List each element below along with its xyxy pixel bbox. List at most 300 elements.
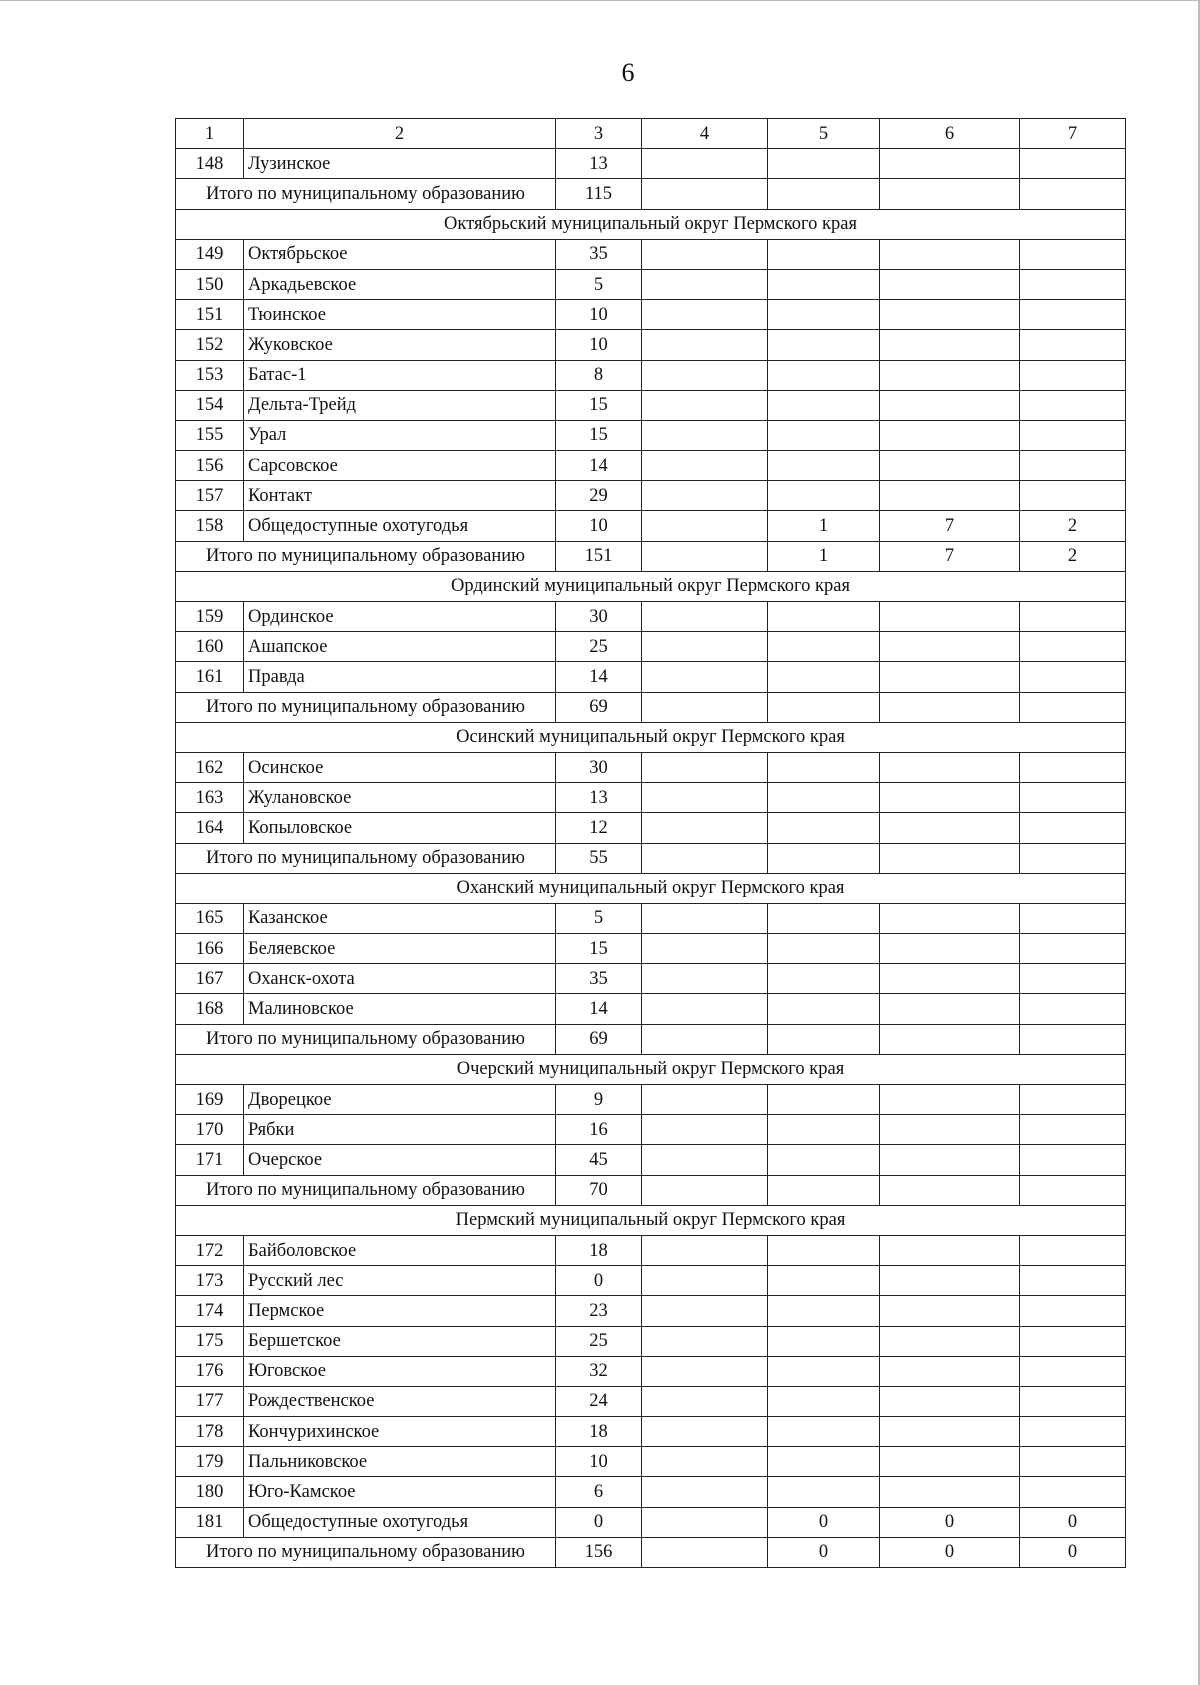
value-cell-col6 xyxy=(880,1235,1020,1265)
page-number: 6 xyxy=(621,58,635,87)
total-value-col6 xyxy=(880,179,1020,209)
total-row xyxy=(176,541,1126,571)
row-number-cell: 178 xyxy=(176,1417,244,1447)
total-label-cell: Итого по муниципальному образованию xyxy=(176,179,556,209)
hunting-ground-name-cell: Пермское xyxy=(244,1296,556,1326)
value-cell-col3: 5 xyxy=(556,903,642,933)
value-cell-col4 xyxy=(642,1266,768,1296)
value-cell-col7: 2 xyxy=(1020,511,1126,541)
district-title-cell: Очерский муниципальный округ Пермского края xyxy=(176,1054,1126,1084)
total-value-col7: 0 xyxy=(1020,1537,1126,1567)
table-row xyxy=(176,149,1126,179)
value-cell-col3: 18 xyxy=(556,1417,642,1447)
value-cell-col6 xyxy=(880,1296,1020,1326)
total-value-col5 xyxy=(768,179,880,209)
value-cell-col7: 0 xyxy=(1020,1507,1126,1537)
total-value-col4 xyxy=(642,1537,768,1567)
value-cell-col5 xyxy=(768,903,880,933)
hunting-ground-name-cell: Батас-1 xyxy=(244,360,556,390)
value-cell-col3: 13 xyxy=(556,149,642,179)
hunting-ground-name-cell: Ординское xyxy=(244,602,556,632)
value-cell-col5 xyxy=(768,451,880,481)
value-cell-col4 xyxy=(642,239,768,269)
value-cell-col5 xyxy=(768,330,880,360)
value-cell-col5 xyxy=(768,390,880,420)
hunting-ground-name-cell: Малиновское xyxy=(244,994,556,1024)
value-cell-col7 xyxy=(1020,481,1126,511)
table-row xyxy=(176,330,1126,360)
row-number-cell: 162 xyxy=(176,752,244,782)
hunting-ground-name-cell: Жуковское xyxy=(244,330,556,360)
total-value-col7 xyxy=(1020,843,1126,873)
value-cell-col4 xyxy=(642,1145,768,1175)
hunting-ground-name-cell: Байболовское xyxy=(244,1235,556,1265)
value-cell-col7 xyxy=(1020,390,1126,420)
value-cell-col6 xyxy=(880,1266,1020,1296)
value-cell-col3: 10 xyxy=(556,1447,642,1477)
table-row xyxy=(176,662,1126,692)
value-cell-col3: 25 xyxy=(556,632,642,662)
value-cell-col6 xyxy=(880,964,1020,994)
section-header-row xyxy=(176,571,1126,601)
table-row xyxy=(176,1145,1126,1175)
value-cell-col7 xyxy=(1020,934,1126,964)
value-cell-col6 xyxy=(880,1417,1020,1447)
total-value-col6: 0 xyxy=(880,1537,1020,1567)
value-cell-col6 xyxy=(880,752,1020,782)
value-cell-col6: 7 xyxy=(880,511,1020,541)
column-header: 3 xyxy=(556,119,642,149)
value-cell-col7 xyxy=(1020,1145,1126,1175)
hunting-ground-name-cell: Тюинское xyxy=(244,300,556,330)
total-value-col7 xyxy=(1020,692,1126,722)
hunting-ground-name-cell: Правда xyxy=(244,662,556,692)
value-cell-col7 xyxy=(1020,1326,1126,1356)
value-cell-col3: 13 xyxy=(556,783,642,813)
total-value-col4 xyxy=(642,179,768,209)
total-label-cell: Итого по муниципальному образованию xyxy=(176,541,556,571)
value-cell-col7 xyxy=(1020,269,1126,299)
value-cell-col7 xyxy=(1020,903,1126,933)
value-cell-col5 xyxy=(768,1115,880,1145)
hunting-ground-name-cell: Казанское xyxy=(244,903,556,933)
value-cell-col6 xyxy=(880,239,1020,269)
value-cell-col5 xyxy=(768,1085,880,1115)
value-cell-col7 xyxy=(1020,149,1126,179)
value-cell-col4 xyxy=(642,1386,768,1416)
table-row xyxy=(176,451,1126,481)
value-cell-col7 xyxy=(1020,662,1126,692)
row-number-cell: 154 xyxy=(176,390,244,420)
hunting-ground-name-cell: Юго-Камское xyxy=(244,1477,556,1507)
table-row xyxy=(176,300,1126,330)
table-row xyxy=(176,1477,1126,1507)
hunting-ground-name-cell: Аркадьевское xyxy=(244,269,556,299)
value-cell-col7 xyxy=(1020,1235,1126,1265)
row-number-cell: 160 xyxy=(176,632,244,662)
value-cell-col4 xyxy=(642,1417,768,1447)
row-number-cell: 181 xyxy=(176,1507,244,1537)
value-cell-col3: 12 xyxy=(556,813,642,843)
district-title-cell: Осинский муниципальный округ Пермского края xyxy=(176,722,1126,752)
row-number-cell: 152 xyxy=(176,330,244,360)
row-number-cell: 153 xyxy=(176,360,244,390)
total-label-cell: Итого по муниципальному образованию xyxy=(176,1175,556,1205)
row-number-cell: 148 xyxy=(176,149,244,179)
table-row xyxy=(176,1356,1126,1386)
row-number-cell: 169 xyxy=(176,1085,244,1115)
value-cell-col6 xyxy=(880,390,1020,420)
value-cell-col3: 24 xyxy=(556,1386,642,1416)
table-row xyxy=(176,390,1126,420)
total-value-col3: 70 xyxy=(556,1175,642,1205)
value-cell-col7 xyxy=(1020,360,1126,390)
total-value-col5 xyxy=(768,1024,880,1054)
table-row xyxy=(176,1296,1126,1326)
row-number-cell: 155 xyxy=(176,420,244,450)
value-cell-col5 xyxy=(768,1417,880,1447)
value-cell-col3: 30 xyxy=(556,752,642,782)
value-cell-col6 xyxy=(880,903,1020,933)
value-cell-col7 xyxy=(1020,1115,1126,1145)
value-cell-col6 xyxy=(880,149,1020,179)
value-cell-col6 xyxy=(880,994,1020,1024)
value-cell-col4 xyxy=(642,269,768,299)
value-cell-col4 xyxy=(642,390,768,420)
total-row xyxy=(176,1175,1126,1205)
value-cell-col6 xyxy=(880,451,1020,481)
column-header: 1 xyxy=(176,119,244,149)
value-cell-col4 xyxy=(642,330,768,360)
value-cell-col3: 8 xyxy=(556,360,642,390)
value-cell-col7 xyxy=(1020,330,1126,360)
hunting-ground-name-cell: Беляевское xyxy=(244,934,556,964)
value-cell-col7 xyxy=(1020,752,1126,782)
row-number-cell: 176 xyxy=(176,1356,244,1386)
row-number-cell: 164 xyxy=(176,813,244,843)
value-cell-col6 xyxy=(880,300,1020,330)
hunting-ground-name-cell: Урал xyxy=(244,420,556,450)
hunting-ground-name-cell: Общедоступные охотугодья xyxy=(244,1507,556,1537)
column-header: 2 xyxy=(244,119,556,149)
row-number-cell: 173 xyxy=(176,1266,244,1296)
value-cell-col4 xyxy=(642,934,768,964)
total-label-cell: Итого по муниципальному образованию xyxy=(176,692,556,722)
total-row xyxy=(176,843,1126,873)
value-cell-col7 xyxy=(1020,1356,1126,1386)
hunting-ground-name-cell: Пальниковское xyxy=(244,1447,556,1477)
table-row xyxy=(176,903,1126,933)
row-number-cell: 167 xyxy=(176,964,244,994)
value-cell-col3: 14 xyxy=(556,994,642,1024)
total-value-col4 xyxy=(642,1175,768,1205)
total-value-col4 xyxy=(642,692,768,722)
value-cell-col6 xyxy=(880,632,1020,662)
value-cell-col7 xyxy=(1020,1477,1126,1507)
value-cell-col3: 35 xyxy=(556,964,642,994)
total-label-cell: Итого по муниципальному образованию xyxy=(176,1537,556,1567)
value-cell-col4 xyxy=(642,1235,768,1265)
hunting-ground-name-cell: Юговское xyxy=(244,1356,556,1386)
value-cell-col4 xyxy=(642,451,768,481)
value-cell-col4 xyxy=(642,752,768,782)
value-cell-col5 xyxy=(768,481,880,511)
total-value-col5 xyxy=(768,843,880,873)
value-cell-col6 xyxy=(880,934,1020,964)
value-cell-col7 xyxy=(1020,813,1126,843)
value-cell-col6 xyxy=(880,420,1020,450)
section-header-row xyxy=(176,722,1126,752)
value-cell-col4 xyxy=(642,420,768,450)
hunting-ground-name-cell: Кончурихинское xyxy=(244,1417,556,1447)
total-value-col3: 156 xyxy=(556,1537,642,1567)
value-cell-col7 xyxy=(1020,1266,1126,1296)
value-cell-col5 xyxy=(768,752,880,782)
value-cell-col3: 6 xyxy=(556,1477,642,1507)
value-cell-col4 xyxy=(642,300,768,330)
table-row xyxy=(176,1266,1126,1296)
value-cell-col3: 0 xyxy=(556,1507,642,1537)
table-body xyxy=(176,119,1126,1568)
value-cell-col6: 0 xyxy=(880,1507,1020,1537)
total-value-col7 xyxy=(1020,1175,1126,1205)
row-number-cell: 157 xyxy=(176,481,244,511)
district-title-cell: Ординский муниципальный округ Пермского края xyxy=(176,571,1126,601)
total-label-cell: Итого по муниципальному образованию xyxy=(176,843,556,873)
column-number-header-row xyxy=(176,119,1126,149)
value-cell-col6 xyxy=(880,1447,1020,1477)
table-row xyxy=(176,1115,1126,1145)
table-row xyxy=(176,752,1126,782)
value-cell-col5 xyxy=(768,662,880,692)
value-cell-col6 xyxy=(880,813,1020,843)
value-cell-col4 xyxy=(642,964,768,994)
table-row xyxy=(176,1326,1126,1356)
total-value-col6: 7 xyxy=(880,541,1020,571)
section-header-row xyxy=(176,209,1126,239)
value-cell-col4 xyxy=(642,1477,768,1507)
district-title-cell: Оханский муниципальный округ Пермского края xyxy=(176,873,1126,903)
table-row xyxy=(176,1447,1126,1477)
hunting-ground-name-cell: Очерское xyxy=(244,1145,556,1175)
table-row xyxy=(176,239,1126,269)
value-cell-col7 xyxy=(1020,1447,1126,1477)
value-cell-col5 xyxy=(768,1356,880,1386)
row-number-cell: 174 xyxy=(176,1296,244,1326)
value-cell-col5 xyxy=(768,813,880,843)
row-number-cell: 158 xyxy=(176,511,244,541)
hunting-ground-name-cell: Октябрьское xyxy=(244,239,556,269)
value-cell-col7 xyxy=(1020,1417,1126,1447)
table-row xyxy=(176,934,1126,964)
value-cell-col5 xyxy=(768,1477,880,1507)
hunting-ground-name-cell: Сарсовское xyxy=(244,451,556,481)
value-cell-col4 xyxy=(642,149,768,179)
value-cell-col4 xyxy=(642,1085,768,1115)
value-cell-col5 xyxy=(768,1447,880,1477)
value-cell-col4 xyxy=(642,783,768,813)
row-number-cell: 180 xyxy=(176,1477,244,1507)
total-value-col3: 115 xyxy=(556,179,642,209)
row-number-cell: 172 xyxy=(176,1235,244,1265)
value-cell-col6 xyxy=(880,662,1020,692)
value-cell-col3: 0 xyxy=(556,1266,642,1296)
value-cell-col5 xyxy=(768,1296,880,1326)
value-cell-col4 xyxy=(642,994,768,1024)
value-cell-col4 xyxy=(642,1447,768,1477)
row-number-cell: 156 xyxy=(176,451,244,481)
column-header: 6 xyxy=(880,119,1020,149)
value-cell-col7 xyxy=(1020,420,1126,450)
value-cell-col6 xyxy=(880,1145,1020,1175)
total-value-col5 xyxy=(768,1175,880,1205)
table-row xyxy=(176,994,1126,1024)
total-row xyxy=(176,179,1126,209)
value-cell-col5 xyxy=(768,1235,880,1265)
total-row xyxy=(176,1024,1126,1054)
hunting-ground-name-cell: Осинское xyxy=(244,752,556,782)
table-row xyxy=(176,269,1126,299)
value-cell-col7 xyxy=(1020,994,1126,1024)
total-label-cell: Итого по муниципальному образованию xyxy=(176,1024,556,1054)
value-cell-col7 xyxy=(1020,964,1126,994)
value-cell-col6 xyxy=(880,269,1020,299)
scan-edge-top xyxy=(0,0,1200,1)
table-row xyxy=(176,964,1126,994)
value-cell-col4 xyxy=(642,1296,768,1326)
value-cell-col5 xyxy=(768,783,880,813)
total-value-col7 xyxy=(1020,179,1126,209)
value-cell-col3: 30 xyxy=(556,602,642,632)
value-cell-col5: 1 xyxy=(768,511,880,541)
value-cell-col7 xyxy=(1020,451,1126,481)
value-cell-col6 xyxy=(880,783,1020,813)
value-cell-col5 xyxy=(768,632,880,662)
hunting-ground-name-cell: Общедоступные охотугодья xyxy=(244,511,556,541)
value-cell-col5 xyxy=(768,1145,880,1175)
row-number-cell: 170 xyxy=(176,1115,244,1145)
value-cell-col3: 10 xyxy=(556,330,642,360)
value-cell-col3: 18 xyxy=(556,1235,642,1265)
total-value-col4 xyxy=(642,541,768,571)
value-cell-col4 xyxy=(642,1326,768,1356)
value-cell-col5 xyxy=(768,1266,880,1296)
value-cell-col7 xyxy=(1020,783,1126,813)
value-cell-col5 xyxy=(768,420,880,450)
hunting-ground-name-cell: Лузинское xyxy=(244,149,556,179)
value-cell-col5 xyxy=(768,934,880,964)
row-number-cell: 177 xyxy=(176,1386,244,1416)
value-cell-col4 xyxy=(642,511,768,541)
total-value-col3: 69 xyxy=(556,692,642,722)
value-cell-col4 xyxy=(642,662,768,692)
total-value-col6 xyxy=(880,1175,1020,1205)
value-cell-col6 xyxy=(880,602,1020,632)
value-cell-col7 xyxy=(1020,1085,1126,1115)
hunting-ground-name-cell: Дельта-Трейд xyxy=(244,390,556,420)
table-row xyxy=(176,632,1126,662)
hunting-ground-name-cell: Рождественское xyxy=(244,1386,556,1416)
table-row xyxy=(176,360,1126,390)
table-row xyxy=(176,511,1126,541)
section-header-row xyxy=(176,1054,1126,1084)
total-value-col3: 151 xyxy=(556,541,642,571)
value-cell-col5 xyxy=(768,602,880,632)
table-row xyxy=(176,783,1126,813)
value-cell-col7 xyxy=(1020,632,1126,662)
value-cell-col3: 9 xyxy=(556,1085,642,1115)
row-number-cell: 179 xyxy=(176,1447,244,1477)
value-cell-col4 xyxy=(642,632,768,662)
value-cell-col5 xyxy=(768,149,880,179)
value-cell-col7 xyxy=(1020,1296,1126,1326)
value-cell-col3: 45 xyxy=(556,1145,642,1175)
value-cell-col6 xyxy=(880,330,1020,360)
total-value-col3: 55 xyxy=(556,843,642,873)
value-cell-col4 xyxy=(642,903,768,933)
value-cell-col3: 16 xyxy=(556,1115,642,1145)
row-number-cell: 161 xyxy=(176,662,244,692)
value-cell-col5 xyxy=(768,239,880,269)
total-value-col6 xyxy=(880,692,1020,722)
table-row xyxy=(176,1235,1126,1265)
value-cell-col7 xyxy=(1020,300,1126,330)
value-cell-col4 xyxy=(642,1115,768,1145)
value-cell-col5 xyxy=(768,1386,880,1416)
value-cell-col5 xyxy=(768,300,880,330)
value-cell-col3: 14 xyxy=(556,451,642,481)
value-cell-col4 xyxy=(642,602,768,632)
total-value-col6 xyxy=(880,843,1020,873)
district-title-cell: Пермский муниципальный округ Пермского края xyxy=(176,1205,1126,1235)
hunting-ground-name-cell: Русский лес xyxy=(244,1266,556,1296)
total-row xyxy=(176,1537,1126,1567)
value-cell-col3: 15 xyxy=(556,934,642,964)
value-cell-col3: 14 xyxy=(556,662,642,692)
value-cell-col6 xyxy=(880,1386,1020,1416)
value-cell-col5 xyxy=(768,964,880,994)
hunting-ground-name-cell: Рябки xyxy=(244,1115,556,1145)
value-cell-col3: 15 xyxy=(556,390,642,420)
value-cell-col6 xyxy=(880,1085,1020,1115)
total-value-col5 xyxy=(768,692,880,722)
value-cell-col3: 5 xyxy=(556,269,642,299)
value-cell-col4 xyxy=(642,481,768,511)
total-value-col4 xyxy=(642,843,768,873)
section-header-row xyxy=(176,873,1126,903)
column-header: 5 xyxy=(768,119,880,149)
value-cell-col6 xyxy=(880,1115,1020,1145)
total-value-col4 xyxy=(642,1024,768,1054)
row-number-cell: 151 xyxy=(176,300,244,330)
table-row xyxy=(176,481,1126,511)
value-cell-col3: 23 xyxy=(556,1296,642,1326)
value-cell-col3: 35 xyxy=(556,239,642,269)
value-cell-col5 xyxy=(768,269,880,299)
value-cell-col3: 15 xyxy=(556,420,642,450)
row-number-cell: 150 xyxy=(176,269,244,299)
value-cell-col4 xyxy=(642,1507,768,1537)
row-number-cell: 163 xyxy=(176,783,244,813)
row-number-cell: 166 xyxy=(176,934,244,964)
value-cell-col6 xyxy=(880,1356,1020,1386)
row-number-cell: 171 xyxy=(176,1145,244,1175)
table-row xyxy=(176,602,1126,632)
row-number-cell: 149 xyxy=(176,239,244,269)
value-cell-col7 xyxy=(1020,239,1126,269)
value-cell-col5: 0 xyxy=(768,1507,880,1537)
row-number-cell: 165 xyxy=(176,903,244,933)
